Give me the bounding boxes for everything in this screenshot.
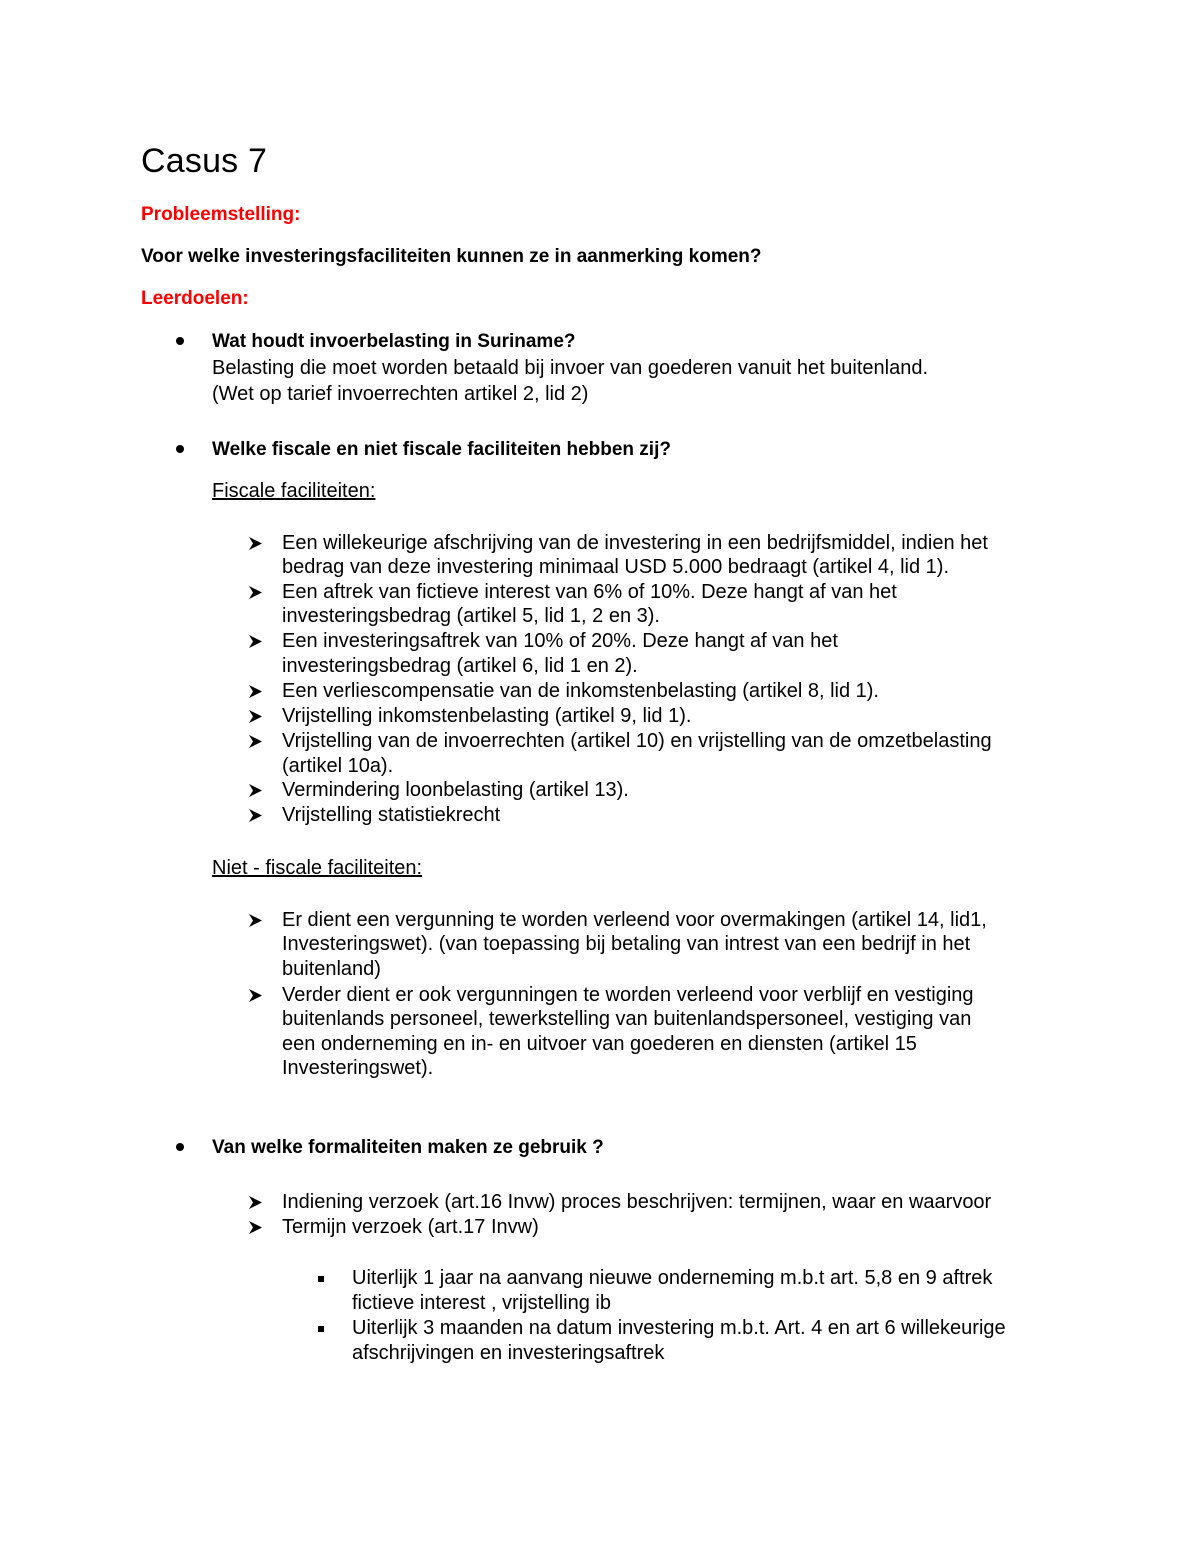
goal-1-answer-line: (Wet op tarief invoerrechten artikel 2, lid 2) — [212, 383, 589, 405]
fiscal-item-line: Een verliescompensatie van de inkomstenbelasting (artikel 8, lid 1). — [282, 680, 879, 702]
problem-question: Voor welke investeringsfaciliteiten kunnen ze in aanmerking komen? — [141, 246, 762, 267]
fiscal-item-line: Vermindering loonbelasting (artikel 13). — [282, 779, 629, 801]
arrowhead-bullet-icon — [248, 536, 263, 551]
arrowhead-bullet-icon — [248, 783, 263, 798]
goal-1-answer-line: Belasting die moet worden betaald bij invoer van goederen vanuit het buitenland. — [212, 357, 929, 379]
problem-heading: Probleemstelling: — [141, 204, 301, 225]
arrowhead-bullet-icon — [248, 1220, 263, 1235]
goal-1-question: Wat houdt invoerbelasting in Suriname? — [212, 331, 576, 352]
fiscal-item-line: investeringsbedrag (artikel 6, lid 1 en 2). — [282, 655, 638, 677]
deadline-line: Uiterlijk 1 jaar na aanvang nieuwe onderneming m.b.t art. 5,8 en 9 aftrek — [352, 1267, 993, 1289]
nonfiscal-item-line: buitenland) — [282, 958, 381, 980]
goal-3-question: Van welke formaliteiten maken ze gebruik ? — [212, 1137, 604, 1158]
arrowhead-bullet-icon — [248, 808, 263, 823]
square-bullet-icon — [318, 1276, 324, 1282]
nonfiscal-item-line: Investeringswet). — [282, 1057, 434, 1079]
goals-heading: Leerdoelen: — [141, 288, 249, 309]
arrowhead-bullet-icon — [248, 988, 263, 1003]
fiscal-item-line: investeringsbedrag (artikel 5, lid 1, 2 en 3). — [282, 605, 660, 627]
arrowhead-bullet-icon — [248, 585, 263, 600]
nonfiscal-item-line: buitenlands personeel, tewerkstelling van buitenlandspersoneel, vestiging van — [282, 1008, 972, 1030]
formality-step: Termijn verzoek (art.17 Invw) — [282, 1216, 539, 1238]
formality-step: Indiening verzoek (art.16 Invw) proces beschrijven: termijnen, waar en waarvoor — [282, 1191, 992, 1213]
nonfiscal-item-line: Investeringswet). (van toepassing bij betaling van intrest van een bedrijf in het — [282, 933, 971, 955]
fiscal-item-line: bedrag van deze investering minimaal USD 5.000 bedraagt (artikel 4, lid 1). — [282, 556, 950, 578]
document-title: Casus 7 — [141, 142, 268, 180]
fiscal-item-line: Vrijstelling statistiekrecht — [282, 804, 501, 826]
bullet-dot-icon — [176, 445, 184, 453]
arrowhead-bullet-icon — [248, 913, 263, 928]
nonfiscal-heading: Niet - fiscale faciliteiten: — [212, 857, 423, 879]
goal-2-question: Welke fiscale en niet fiscale faciliteiten hebben zij? — [212, 439, 671, 460]
deadline-line: afschrijvingen en investeringsaftrek — [352, 1342, 665, 1364]
fiscal-item-line: Een aftrek van fictieve interest van 6% of 10%. Deze hangt af van het — [282, 581, 897, 603]
arrowhead-bullet-icon — [248, 1195, 263, 1210]
nonfiscal-item-line: Verder dient er ook vergunningen te worden verleend voor verblijf en vestiging — [282, 984, 974, 1006]
fiscal-item-line: Een investeringsaftrek van 10% of 20%. Deze hangt af van het — [282, 630, 838, 652]
square-bullet-icon — [318, 1326, 324, 1332]
arrowhead-bullet-icon — [248, 684, 263, 699]
arrowhead-bullet-icon — [248, 634, 263, 649]
bullet-dot-icon — [176, 337, 184, 345]
deadline-line: fictieve interest , vrijstelling ib — [352, 1292, 611, 1314]
fiscal-heading: Fiscale faciliteiten: — [212, 480, 376, 502]
fiscal-item-line: Vrijstelling inkomstenbelasting (artikel 9, lid 1). — [282, 705, 692, 727]
nonfiscal-item-line: een onderneming en in- en uitvoer van goederen en diensten (artikel 15 — [282, 1033, 917, 1055]
deadline-line: Uiterlijk 3 maanden na datum investering m.b.t. Art. 4 en art 6 willekeurige — [352, 1317, 1006, 1339]
nonfiscal-item-line: Er dient een vergunning te worden verleend voor overmakingen (artikel 14, lid1, — [282, 909, 987, 931]
arrowhead-bullet-icon — [248, 734, 263, 749]
arrowhead-bullet-icon — [248, 709, 263, 724]
fiscal-item-line: Een willekeurige afschrijving van de investering in een bedrijfsmiddel, indien het — [282, 532, 988, 554]
bullet-dot-icon — [176, 1143, 184, 1151]
fiscal-item-line: Vrijstelling van de invoerrechten (artikel 10) en vrijstelling van de omzetbelasting — [282, 730, 992, 752]
fiscal-item-line: (artikel 10a). — [282, 755, 394, 777]
